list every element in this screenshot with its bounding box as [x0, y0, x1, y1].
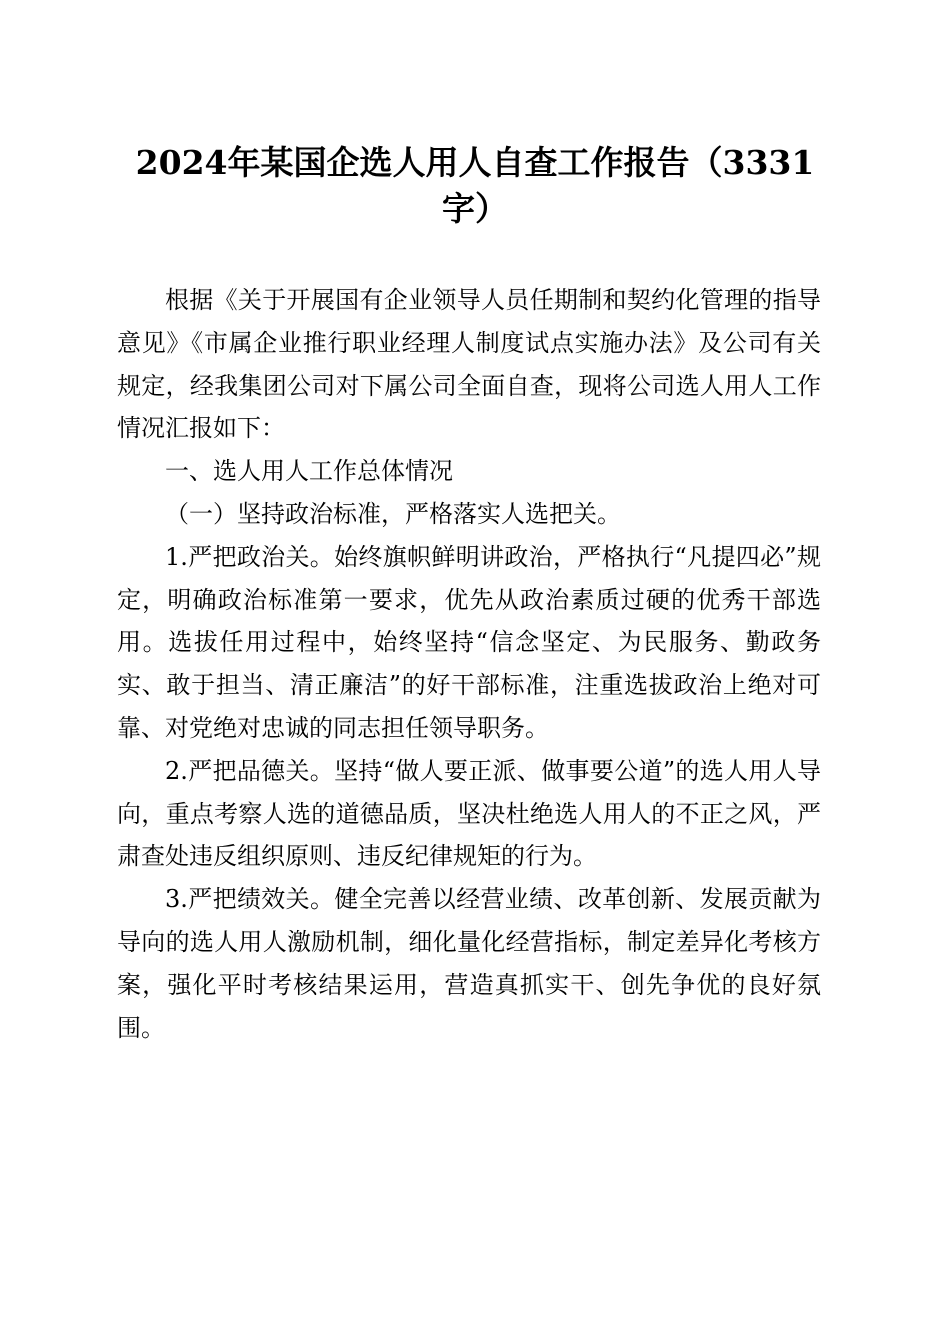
document-title: 2024年某国企选人用人自查工作报告（3331字）: [135, 143, 815, 228]
body-paragraph: 3.严把绩效关。健全完善以经营业绩、改革创新、发展贡献为导向的选人用人激励机制，细化量化经营指标，制定差异化考核方案，强化平时考核结果运用，营造真抓实干、创先争优的良好氛围。: [117, 885, 821, 1042]
section-heading: 一、选人用人工作总体情况: [165, 457, 453, 486]
document-body: [117, 279, 821, 1049]
body-paragraph: 1.严把政治关。始终旗帜鲜明讲政治，严格执行“凡提四必”规定，明确政治标准第一要求，优先从政治素质过硬的优秀干部选用。选拔任用过程中，始终坚持“信念坚定、为民服务、勤政务实、敢于担当、清正廉洁”的好干部标准，注重选拔政治上绝对可靠、对党绝对忠诚的同志担任领导职务。: [117, 542, 821, 742]
subsection-heading: （一）坚持政治标准，严格落实人选把关。: [165, 499, 621, 528]
body-paragraph: 2.严把品德关。坚持“做人要正派、做事要公道”的选人用人导向，重点考察人选的道德品质，坚决杜绝选人用人的不正之风，严肃查处违反组织原则、违反纪律规矩的行为。: [117, 756, 821, 871]
intro-paragraph: 根据《关于开展国有企业领导人员任期制和契约化管理的指导意见》《市属企业推行职业经理人制度试点实施办法》及公司有关规定，经我集团公司对下属公司全面自查，现将公司选人用人工作情况汇报如下：: [117, 286, 821, 443]
